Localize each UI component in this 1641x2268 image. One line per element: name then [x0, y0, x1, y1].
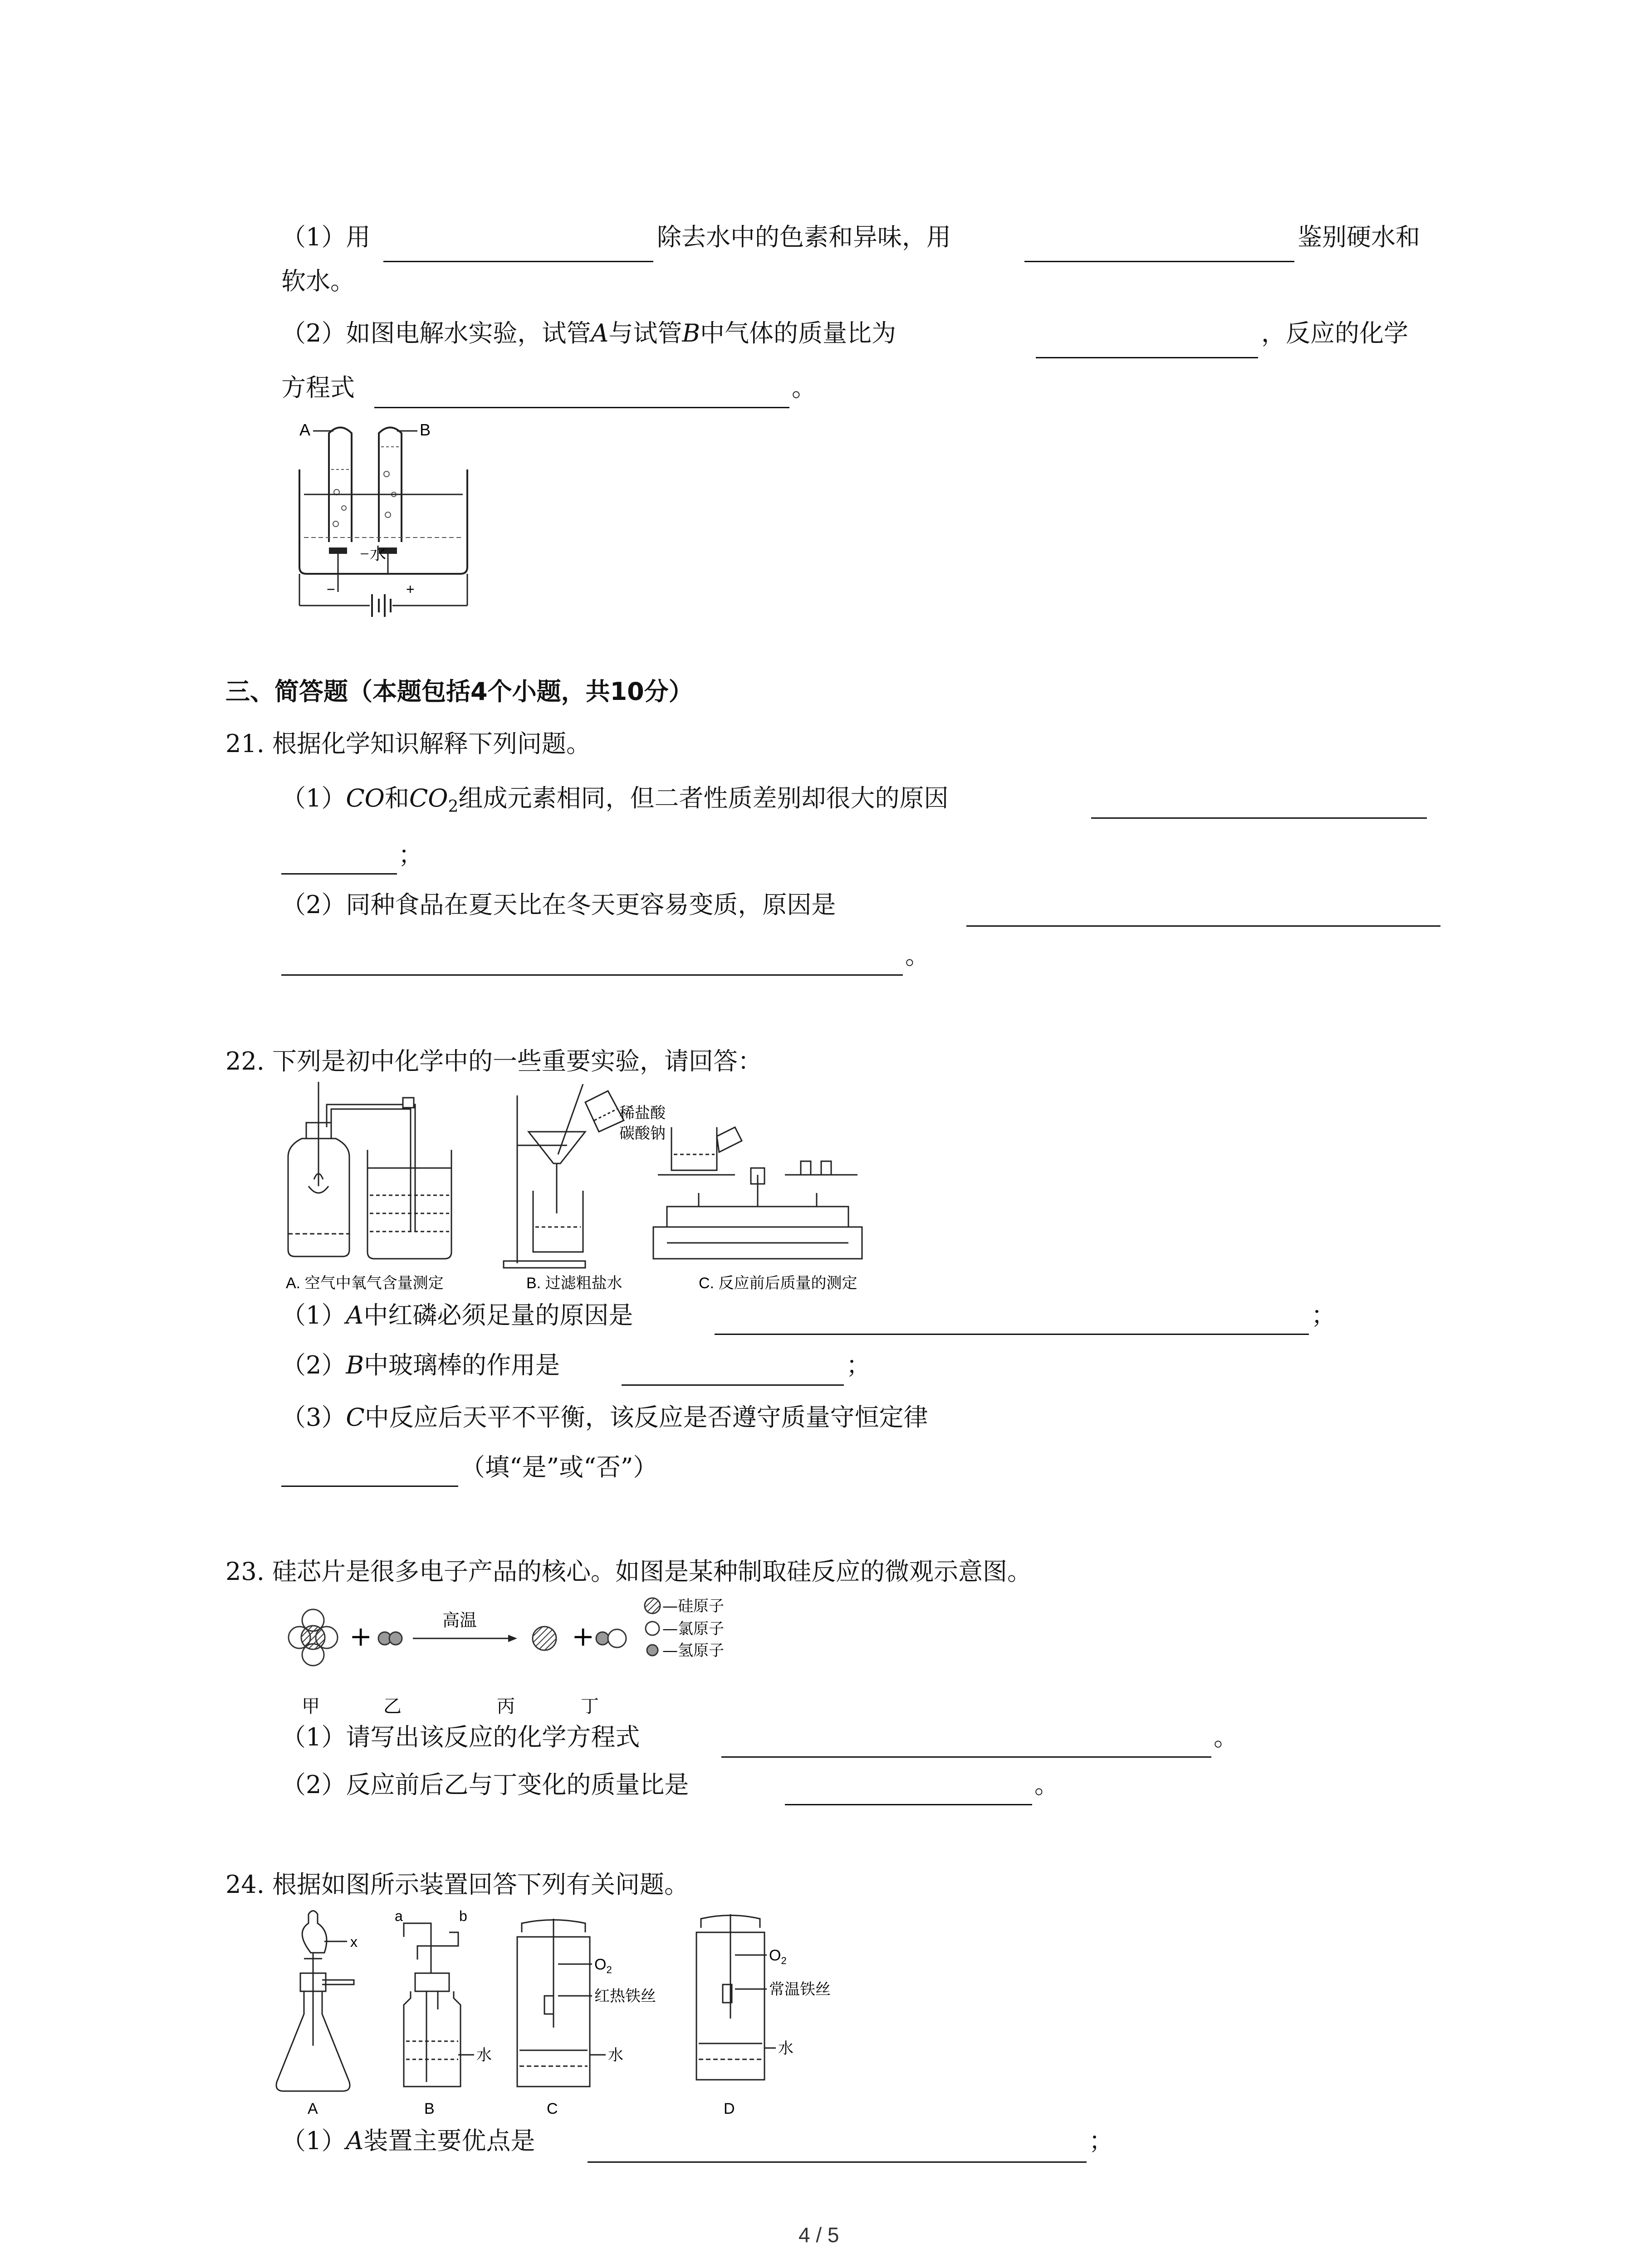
- apparatus-b: [504, 1084, 624, 1268]
- legend-cl: —氯原子: [662, 1620, 724, 1638]
- q23-stem: 23. 硅芯片是很多电子产品的核心。如图是某种制取硅反应的微观示意图。: [225, 1557, 1032, 1586]
- molecule-jia: [289, 1609, 338, 1666]
- q24-part1-end: ；: [1089, 2126, 1113, 2155]
- plus-sign-2: +: [572, 1621, 595, 1652]
- apparatus-a: [288, 1082, 451, 1259]
- label-dilute-hcl: 稀盐酸: [619, 1105, 666, 1122]
- legend-cl-icon: [646, 1622, 659, 1635]
- q24-apparatus-figure: [272, 1905, 907, 2118]
- q22-part3: （3）C中反应后天平不平衡，该反应是否遵守质量守恒定律: [281, 1403, 928, 1432]
- apparatus-c: [517, 1919, 606, 2087]
- electrolysis-diagram: [281, 415, 490, 619]
- q24-part1: （1）A装置主要优点是: [281, 2126, 535, 2155]
- molecule-ding: [596, 1629, 626, 1647]
- legend-si: —硅原子: [662, 1597, 724, 1615]
- label-b-port: b: [459, 1908, 467, 1924]
- label-yi: 乙: [383, 1696, 402, 1717]
- q21-part2-end: 。: [905, 941, 930, 970]
- q20-part1-mid: 除去水中的色素和异味，用: [657, 223, 951, 251]
- q23-micro-diagram: [281, 1592, 780, 1724]
- q23-part2-end: 。: [1034, 1770, 1059, 1799]
- q20-part2-line2: 方程式: [281, 373, 355, 402]
- q20-part2-line1-end: ，反应的化学: [1261, 319, 1408, 347]
- q20-part2-period: 。: [792, 373, 816, 402]
- q23-blank-equation[interactable]: [721, 1756, 1211, 1758]
- apparatus-a: [276, 1911, 354, 2092]
- q22-part1-end: ；: [1311, 1301, 1336, 1330]
- q22-experiments-diagram: [281, 1077, 907, 1295]
- label-sodium-carbonate: 碳酸钠: [619, 1125, 666, 1142]
- label-ding: 丁: [581, 1696, 599, 1717]
- label-room-temp-iron-wire: 常温铁丝: [769, 1980, 831, 1999]
- water-label: 水: [370, 545, 387, 563]
- q22-blank-red-phosphorus[interactable]: [715, 1334, 1309, 1335]
- tube-a-label: A: [299, 420, 311, 439]
- label-water-c: 水: [608, 2046, 623, 2064]
- q20-part1-line1: （1）用: [281, 223, 371, 251]
- q21-part1-end: ；: [398, 841, 423, 869]
- label-a-port: a: [395, 1908, 403, 1924]
- q23-blank-mass-ratio[interactable]: [785, 1804, 1032, 1805]
- label-bing: 丙: [497, 1696, 515, 1717]
- legend-h-icon: [647, 1645, 658, 1656]
- q21-blank-reason-1a[interactable]: [1091, 817, 1427, 819]
- q21-stem: 21. 根据化学知识解释下列问题。: [225, 729, 591, 758]
- molecule-yi: [378, 1632, 402, 1645]
- label-water-b: 水: [476, 2046, 492, 2064]
- q22-blank-glass-rod[interactable]: [622, 1384, 844, 1386]
- q20-part2-line1: （2）如图电解水实验，试管A与试管B中气体的质量比为: [281, 319, 896, 347]
- section-3-title: 三、简答题（本题包括4个小题，共10分）: [225, 677, 693, 706]
- plus-sign-1: +: [349, 1621, 372, 1652]
- q21-blank-reason-1b[interactable]: [281, 873, 397, 875]
- q23-part1: （1）请写出该反应的化学方程式: [281, 1723, 640, 1751]
- q22-part2-end: ；: [846, 1351, 871, 1379]
- label-x: x: [350, 1934, 358, 1950]
- caption-a: A. 空气中氧气含量测定: [286, 1275, 444, 1292]
- label-water-d: 水: [778, 2039, 794, 2058]
- minus-terminal-label: −: [327, 581, 335, 597]
- q23-micro-figure: [281, 1592, 780, 1724]
- q22-part1: （1）A中红磷必须足量的原因是: [281, 1301, 633, 1330]
- label-o2-c: $O_2$: [594, 1956, 612, 1975]
- plus-terminal-label: +: [406, 581, 415, 597]
- label-hot-iron-wire: 红热铁丝: [594, 1987, 656, 2005]
- legend-h: —氢原子: [662, 1642, 724, 1660]
- reaction-condition: 高温: [442, 1610, 477, 1630]
- q22-part2: （2）B中玻璃棒的作用是: [281, 1351, 560, 1379]
- page-number: 4 / 5: [798, 2223, 839, 2247]
- caption-b: B: [424, 2100, 435, 2117]
- q21-part2: （2）同种食品在夏天比在冬天更容易变质，原因是: [281, 890, 836, 919]
- apparatus-c: [653, 1127, 862, 1259]
- q22-part3-hint: （填“是”或“否”）: [460, 1453, 658, 1481]
- q22-blank-conservation[interactable]: [281, 1486, 458, 1487]
- apparatus-d: [696, 1914, 776, 2080]
- molecule-bing: [533, 1627, 556, 1650]
- q20-blank-adsorbent[interactable]: [383, 261, 653, 262]
- label-jia: 甲: [302, 1696, 320, 1717]
- electrolysis-figure: [281, 415, 490, 619]
- q21-part1: （1）CO和$CO_2$组成元素相同，但二者性质差别却很大的原因: [281, 784, 949, 816]
- q21-blank-reason-2b[interactable]: [281, 974, 903, 976]
- q23-part1-end: 。: [1214, 1723, 1238, 1751]
- q20-part1-line2: 软水。: [281, 267, 355, 295]
- q20-part1-end: 鉴别硬水和: [1298, 223, 1420, 251]
- q24-stem: 24. 根据如图所示装置回答下列有关问题。: [225, 1870, 689, 1899]
- q20-blank-equation[interactable]: [374, 407, 789, 408]
- tube-b-label: B: [420, 420, 431, 439]
- caption-c: C: [547, 2100, 558, 2117]
- apparatus-b: [404, 1923, 474, 2087]
- caption-a: A: [308, 2100, 318, 2117]
- q20-blank-hardwater-test[interactable]: [1024, 261, 1294, 262]
- q22-stem: 22. 下列是初中化学中的一些重要实验，请回答：: [225, 1047, 763, 1075]
- q23-part2: （2）反应前后乙与丁变化的质量比是: [281, 1770, 689, 1799]
- q20-blank-mass-ratio[interactable]: [1036, 357, 1258, 358]
- q22-experiments-figure: [281, 1077, 907, 1295]
- q21-blank-reason-2a[interactable]: [966, 925, 1440, 927]
- label-o2-d: $O_2$: [769, 1947, 787, 1966]
- q24-apparatus-diagram: [272, 1905, 907, 2118]
- legend-si-icon: [645, 1598, 660, 1613]
- caption-d: D: [724, 2100, 735, 2117]
- caption-b: B. 过滤粗盐水: [526, 1275, 622, 1292]
- q24-blank-advantage[interactable]: [588, 2161, 1087, 2163]
- caption-c: C. 反应前后质量的测定: [699, 1275, 857, 1292]
